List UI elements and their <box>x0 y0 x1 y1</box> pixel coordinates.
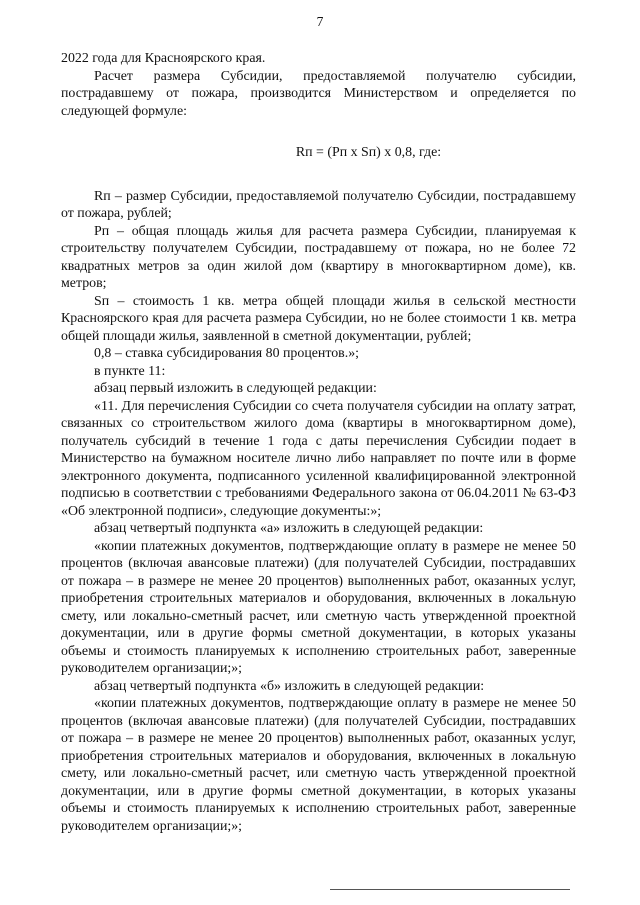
paragraph-subitem-a-text: «копии платежных документов, подтверждающие оплату в размере не менее 50 процентов (включая авансовые платежи) (для получателей Субсидии, пострадавших от пожара – в размере не менее 20 процентов) выполненных работ, оказанных услуг, приобретения строительных материалов и оборудования, включенных в локальную смету, или локально-сметный расчет, или сметную часть утвержденной проектной документации, или в другие формы сметной документации, в которых указаны объемы и стоимость планируемых к исполнению строительных работ, заверенные руководителем организации;»; <box>61 538 576 676</box>
paragraph-calculation-intro: Расчет размера Субсидии, предоставляемой получателю субсидии, пострадавшему от пожара, производится Министерством и определяется по следующей формуле: <box>61 68 576 119</box>
bottom-rule-line <box>330 889 570 890</box>
paragraph-subsidy-rate: 0,8 – ставка субсидирования 80 процентов.»; <box>94 346 360 361</box>
paragraph-subitem-b-instruction: абзац четвертый подпункта «б» изложить в следующей редакции: <box>94 678 485 694</box>
page-number: 7 <box>316 14 324 29</box>
paragraph-definition-pp: Pп – общая площадь жилья для расчета размера Субсидии, планируемая к строительству получателем Субсидии, пострадавшему от пожара, но не более 72 квадратных метров за один жилой дом (квартиру в многоквартирном доме), кв. метров; <box>61 223 576 291</box>
subsidy-formula: Rп = (Pп x Sп) x 0,8, где: <box>295 145 442 160</box>
paragraph-definition-rp: Rп – размер Субсидии, предоставляемой получателю Субсидии, пострадавшему от пожара, рублей; <box>61 188 576 221</box>
paragraph-continuation: 2022 года для Красноярского края. <box>61 51 266 66</box>
paragraph-subitem-a-instruction: абзац четвертый подпункта «а» изложить в следующей редакции: <box>94 521 484 536</box>
paragraph-definition-sp: Sп – стоимость 1 кв. метра общей площади жилья в сельской местности Красноярского края для расчета размера Субсидии, но не более стоимости 1 кв. метра общей площади жилья, заявленной в сметной документации, рублей; <box>61 293 576 344</box>
paragraph-subitem-b-text: «копии платежных документов, подтверждающие оплату в размере не менее 50 процентов (включая авансовые платежи) (для получателей Субсидии, пострадавших от пожара – в размере не менее 20 процентов) выполненных работ, оказанных услуг, приобретения строительных материалов и оборудования, включенных в локальную смету, или локально-сметный расчет, или сметную часть утвержденной проектной документации, или в другие формы сметной документации, в которых указаны объемы и стоимость планируемых к исполнению строительных работ, заверенные руководителем организации;»; <box>61 696 576 834</box>
document-body <box>61 50 576 835</box>
paragraph-first-abzac-instruction: абзац первый изложить в следующей редакции: <box>94 381 377 396</box>
paragraph-clause-11-text: «11. Для перечисления Субсидии со счета получателя субсидии на оплату затрат, связанных со строительством жилого дома (квартиры в многоквартирном доме), получатель субсидий в течение 1 года с даты перечисления Субсидии подает в Министерство на бумажном носителе лично либо направляет по почте или в форме электронного документа, подписанного усиленной квалифицированной электронной подписью в соответствии с требованиями Федерального закона от 06.04.2011 № 63-ФЗ «Об электронной подписи», следующие документы:»; <box>61 398 576 519</box>
paragraph-clause-11-ref: в пункте 11: <box>94 363 166 379</box>
